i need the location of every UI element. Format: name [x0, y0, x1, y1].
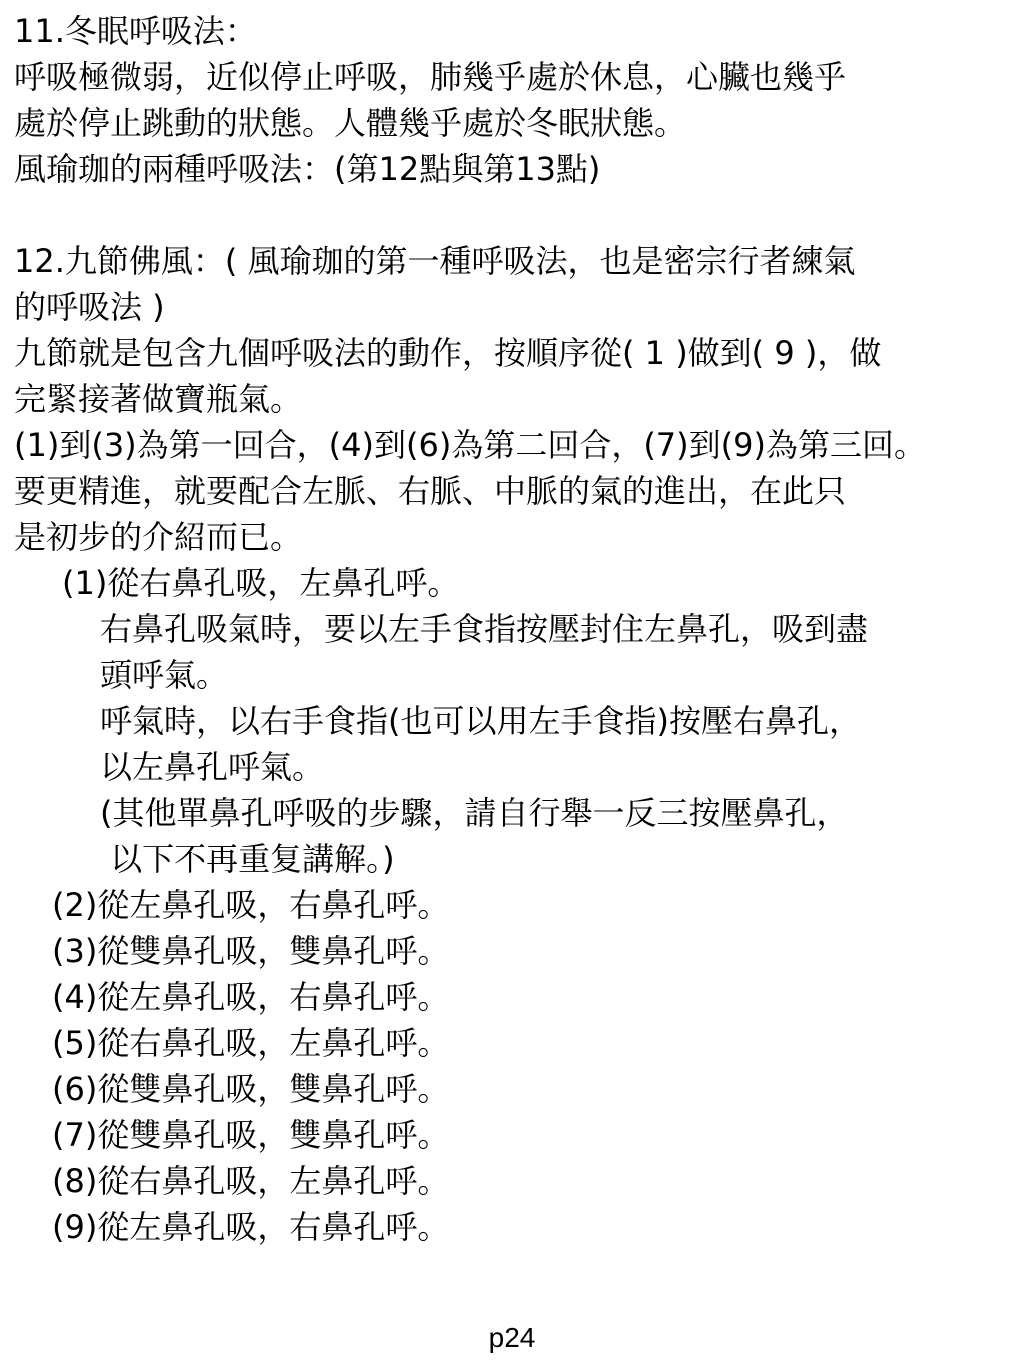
step-item: (4)從左鼻孔吸，右鼻孔呼。 — [52, 978, 450, 1016]
step-item: (6)從雙鼻孔吸，雙鼻孔呼。 — [52, 1070, 450, 1108]
page-number: p24 — [488, 1322, 536, 1353]
section-12-heading: 12.九節佛風：( 風瑜珈的第一種呼吸法，也是密宗行者練氣 — [14, 242, 856, 280]
step-item: (7)從雙鼻孔吸，雙鼻孔呼。 — [52, 1116, 450, 1154]
step-detail-line: 頭呼氣。 — [100, 656, 229, 694]
section-11-paragraph-line: 處於停止跳動的狀態。人體幾乎處於冬眠狀態。 — [14, 104, 687, 142]
step-item: (2)從左鼻孔吸，右鼻孔呼。 — [52, 886, 450, 924]
step-item: (5)從右鼻孔吸，左鼻孔呼。 — [52, 1024, 450, 1062]
section-11-paragraph-line: 呼吸極微弱，近似停止呼吸，肺幾乎處於休息，心臟也幾乎 — [14, 58, 847, 96]
step-item: (8)從右鼻孔吸，左鼻孔呼。 — [52, 1162, 450, 1200]
step-detail-line: 以下不再重复講解。) — [100, 840, 395, 878]
section-12-advance-line: 要更精進，就要配合左脈、右脈、中脈的氣的進出，在此只 — [14, 472, 847, 510]
section-12-rounds: (1)到(3)為第一回合，(4)到(6)為第二回合，(7)到(9)為第三回。 — [14, 426, 926, 464]
step-item: (3)從雙鼻孔吸，雙鼻孔呼。 — [52, 932, 450, 970]
step-detail-line: 以左鼻孔呼氣。 — [100, 748, 325, 786]
section-11-heading: 11.冬眠呼吸法： — [14, 12, 257, 50]
step-item: (9)從左鼻孔吸，右鼻孔呼。 — [52, 1208, 450, 1246]
step-detail-line: 右鼻孔吸氣時，要以左手食指按壓封住左鼻孔，吸到盡 — [100, 610, 869, 648]
step-item: (1)從右鼻孔吸，左鼻孔呼。 — [62, 564, 460, 602]
section-12-intro-line: 完緊接著做寶瓶氣。 — [14, 380, 303, 418]
section-12-heading: 的呼吸法 ) — [14, 288, 165, 326]
section-12-advance-line: 是初步的介紹而已。 — [14, 518, 303, 556]
step-detail-line: 呼氣時，以右手食指(也可以用左手食指)按壓右鼻孔， — [100, 702, 861, 740]
step-detail-line: (其他單鼻孔呼吸的步驟，請自行舉一反三按壓鼻孔， — [100, 794, 849, 832]
section-11-note: 風瑜珈的兩種呼吸法：(第12點與第13點) — [14, 150, 601, 188]
section-12-intro-line: 九節就是包含九個呼吸法的動作，按順序從( 1 )做到( 9 )，做 — [14, 334, 882, 372]
